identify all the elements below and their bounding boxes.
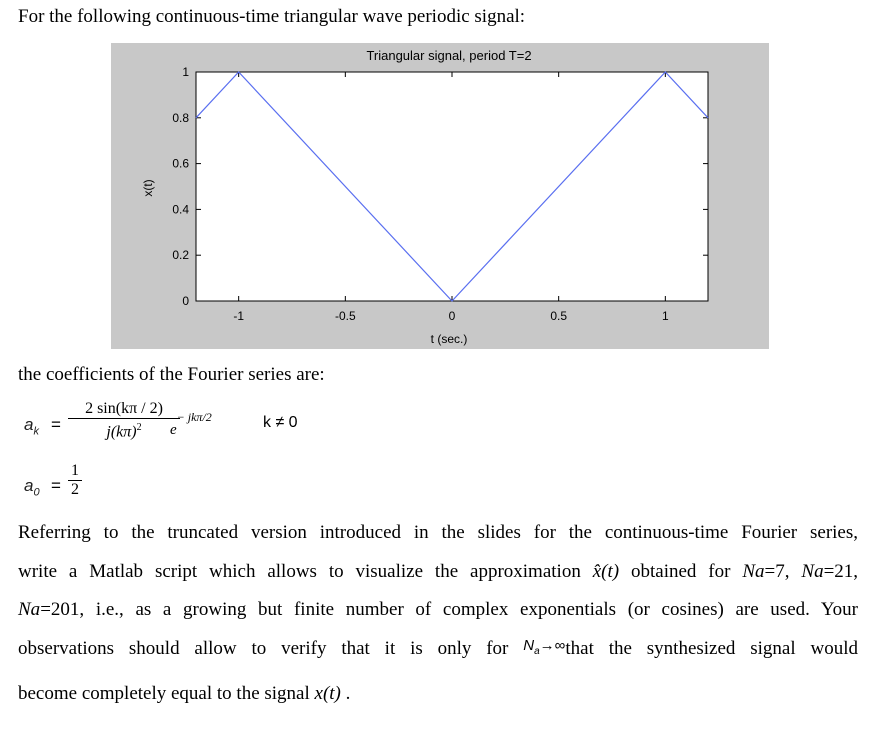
coefficients-intro: the coefficients of the Fourier series are: (18, 364, 325, 385)
eq2-fraction (68, 462, 82, 499)
n-symbol: N (523, 636, 535, 654)
para-l2-text-d: =21, (823, 560, 859, 582)
y-tick-label: 1 (182, 65, 189, 79)
para-line-3 (18, 591, 858, 630)
para-l4-text-b: that the synthesized signal would (565, 637, 858, 659)
equation-ak (24, 400, 344, 460)
eq1-den-base: j(kπ) (106, 423, 137, 441)
equation-a0 (24, 462, 144, 512)
x-axis-label: t (sec.) (430, 332, 468, 346)
x-tick-label: 0.5 (550, 309, 568, 323)
y-tick-label: 0 (182, 294, 189, 308)
para-l2-text-c: =7, (764, 560, 790, 582)
eq1-equals: = (51, 415, 61, 434)
x-tick-label: 0 (448, 309, 456, 323)
intro-text: For the following continuous-time triangular wave periodic signal: (18, 6, 526, 27)
eq1-denominator (68, 419, 180, 441)
para-l5-text-a: become completely equal to the signal (18, 683, 310, 704)
eq2-equals: = (51, 476, 61, 495)
task-paragraph (18, 514, 858, 714)
para-l2-text-b: obtained for (630, 560, 731, 582)
y-tick-label: 0.8 (172, 110, 189, 125)
eq1-fraction (68, 400, 180, 441)
eq1-lhs-sub: k (33, 425, 39, 438)
para-l4-text-a: observations should allow to verify that it is only for (18, 637, 509, 659)
triangular-signal-figure (111, 43, 769, 349)
eq2-numerator: 1 (71, 462, 79, 479)
axes-background (196, 72, 708, 301)
eq1-numerator: 2 sin(kπ / 2) (85, 400, 163, 417)
approximation-symbol: x̂(t) (592, 560, 620, 582)
x-tick-label: -0.5 (334, 309, 356, 323)
eq2-lhs-sub: 0 (33, 486, 40, 499)
x-tick-label: 1 (661, 309, 669, 323)
para-l3-text: =201, i.e., as a growing but finite number of complex exponentials (or cosines) are used. Your (40, 599, 858, 620)
eq1-den-sup: 2 (136, 422, 142, 433)
para-line-4 (18, 630, 858, 676)
para-line-2 (18, 553, 858, 592)
eq1-exponential (170, 410, 212, 438)
para-l1-text: Referring to the truncated version introduced in the slides for the continuous-time Fourier series, (18, 522, 858, 543)
para-line-5 (18, 675, 858, 714)
eq2-lhs-a: a (24, 476, 34, 495)
eq1-exp-sup: − jkπ/2 (176, 410, 212, 424)
y-tick-label: 0.4 (172, 202, 189, 217)
chart-title: Triangular signal, period T=2 (366, 48, 532, 63)
para-l5-text-b: . (345, 683, 351, 704)
arrow-infinity: →∞ (539, 636, 566, 654)
na-symbol-1: Na (742, 560, 765, 582)
y-tick-label: 0.2 (172, 248, 189, 263)
na-symbol-2: Na (801, 560, 824, 582)
eq2-denominator: 2 (71, 481, 79, 498)
eq1-lhs (24, 415, 39, 437)
para-l2-text-a: write a Matlab script which allows to visualize the approximation (18, 560, 581, 582)
x-tick-label: -1 (233, 309, 245, 323)
chart-svg (111, 43, 769, 349)
para-line-1 (18, 514, 858, 553)
eq1-condition: k ≠ 0 (263, 414, 298, 431)
eq1-exp-base: e (170, 422, 177, 438)
signal-symbol: x(t) (314, 683, 341, 704)
na-to-infinity (523, 636, 566, 657)
y-tick-label: 0.6 (172, 156, 189, 171)
y-axis-label: x(t) (141, 179, 155, 197)
eq1-lhs-a: a (24, 415, 34, 434)
eq2-lhs (24, 476, 40, 498)
n-sub: a (534, 645, 540, 657)
na-symbol-3: Na (18, 599, 41, 620)
